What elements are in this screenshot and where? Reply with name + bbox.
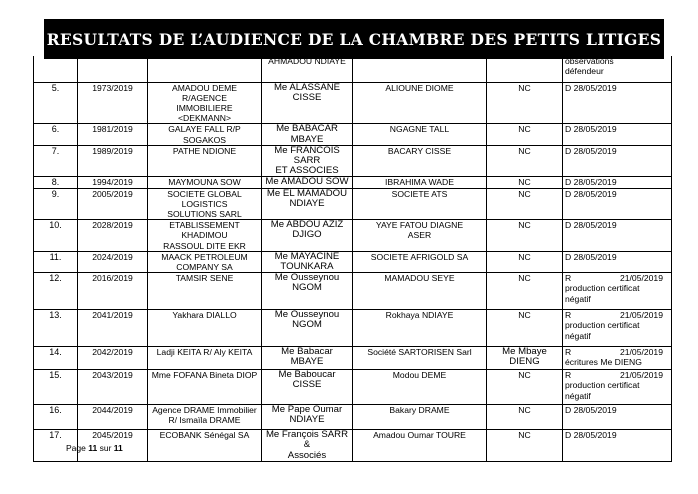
plaintiff-lawyer-cell [262,310,353,347]
number-cell: 16. [34,405,78,430]
defendant-lawyer-line: DIENG [509,356,540,368]
case-ref-cell: 2028/2019 [78,220,148,252]
decision-word: 21/05/2019 [619,310,663,321]
decision-cell [563,430,672,462]
plaintiff-cell [148,251,262,272]
plaintiff-lawyer-cell [262,370,353,405]
plaintiff-lawyer-cell [262,56,353,82]
plaintiff-lawyer-cell [262,145,353,177]
plaintiff-lawyer-line: ET ASSOCIES [275,165,339,177]
plaintiff-cell [148,430,262,462]
defendant-cell [353,273,487,310]
decision-line: D 28/05/2019 [565,82,617,93]
plaintiff-cell [148,177,262,188]
defendant-cell [353,251,487,272]
table-row [34,188,672,220]
plaintiff-lawyer-cell [262,273,353,310]
decision-line [565,370,669,380]
defendant-cell [353,370,487,405]
defendant-lawyer-line: NC [518,273,531,284]
decision-cell [563,177,672,188]
defendant-cell [353,177,487,188]
defendant-cell [353,56,487,82]
decision-line: D 28/05/2019 [565,188,617,199]
decision-word: R [565,347,572,358]
footer-prefix: Page [66,443,86,453]
footer-current-page: 11 [88,443,98,453]
case-ref-cell: 2005/2019 [78,188,148,220]
defendant-cell [353,145,487,177]
decision-line: production certificat [565,380,640,391]
plaintiff-lawyer-line: Me Ousseynou [274,272,340,284]
plaintiff-lawyer-line: NGOM [292,319,322,331]
defendant-line: ASER [407,230,432,241]
decision-cell [563,370,672,405]
defendant-lawyer-cell [487,251,563,272]
plaintiff-lawyer-cell [262,251,353,272]
plaintiff-lawyer-line: TOUNKARA [280,260,334,272]
decision-cell [563,405,672,430]
defendant-lawyer-cell [487,56,563,82]
defendant-line: IBRAHIMA WADE [385,177,454,188]
defendant-cell [353,188,487,220]
defendant-lawyer-cell [487,370,563,405]
case-ref-cell: 2041/2019 [78,310,148,347]
defendant-lawyer-cell [487,177,563,188]
table-row [34,370,672,405]
plaintiff-line: TAMSIR SENE [175,273,234,284]
plaintiff-lawyer-line: NGOM [292,282,322,294]
decision-word: 21/05/2019 [619,347,663,358]
defendant-line: YAYE FATOU DIAGNE [375,220,464,231]
plaintiff-line: SOLUTIONS SARL [167,208,242,219]
decision-cell [563,220,672,252]
decision-word: 21/05/2019 [619,273,663,284]
decision-cell [563,82,672,124]
case-ref-cell: 2045/2019 [78,430,148,462]
decision-line: défendeur [565,66,604,77]
plaintiff-lawyer-line: DJIGO [292,229,322,241]
case-ref-cell: 1994/2019 [78,177,148,188]
plaintiff-line: SOCIETE GLOBAL LOGISTICS [167,188,242,209]
number-cell: 6. [34,124,78,145]
decision-line: négatif [565,330,591,341]
decision-line [565,347,669,357]
plaintiff-cell [148,82,262,124]
case-ref-cell: 2016/2019 [78,273,148,310]
defendant-line: NGAGNE TALL [389,124,450,135]
plaintiff-lawyer-cell [262,177,353,188]
table-row [34,82,672,124]
number-cell: 5. [34,82,78,124]
plaintiff-cell [148,145,262,177]
case-ref-cell: 1973/2019 [78,82,148,124]
case-ref-cell: 2043/2019 [78,370,148,405]
footer-separator: sur [99,443,112,453]
defendant-lawyer-line: NC [518,430,531,441]
defendant-line: MAMADOU SEYE [384,273,455,284]
plaintiff-cell [148,347,262,370]
plaintiff-lawyer-line: Me ABDOU AZIZ [270,219,344,231]
defendant-lawyer-cell [487,220,563,252]
number-cell: 11. [34,251,78,272]
plaintiff-cell [148,124,262,145]
defendant-cell [353,347,487,370]
defendant-lawyer-line: NC [518,177,531,188]
decision-line [565,310,669,320]
decision-line: D 28/05/2019 [565,251,617,262]
defendant-cell [353,82,487,124]
plaintiff-lawyer-line: NDIAYE [289,197,325,209]
decision-cell [563,124,672,145]
decision-line: D 28/05/2019 [565,430,617,441]
decision-line: production certificat [565,283,640,294]
plaintiff-lawyer-line: Me EL MAMADOU [266,188,348,199]
decision-line [565,273,669,283]
defendant-lawyer-cell [487,82,563,124]
plaintiff-cell [148,56,262,82]
plaintiff-line: ECOBANK Sénégal SA [159,430,250,441]
defendant-lawyer-cell [487,405,563,430]
decision-cell [563,273,672,310]
plaintiff-lawyer-line: Me Pape Oumar [271,404,343,416]
defendant-lawyer-cell [487,145,563,177]
defendant-lawyer-cell [487,124,563,145]
defendant-lawyer-cell [487,430,563,462]
plaintiff-lawyer-line: Me MAYACINE [274,251,340,262]
plaintiff-line: AMADOU DEME R/AGENCE [172,82,237,103]
decision-line: négatif [565,390,591,401]
plaintiff-lawyer-line: Me AMADOU SOW [265,176,349,188]
defendant-lawyer-line: NC [518,405,531,416]
defendant-cell [353,220,487,252]
footer-total-pages: 11 [113,443,123,453]
plaintiff-lawyer-line: NDIAYE [289,414,325,426]
plaintiff-cell [148,273,262,310]
number-cell: 17. [34,430,78,462]
defendant-lawyer-cell [487,273,563,310]
table-row [34,347,672,370]
decision-line: D 28/05/2019 [565,145,617,156]
plaintiff-lawyer-cell [262,405,353,430]
decision-cell [563,56,672,82]
defendant-lawyer-line: NC [518,145,531,156]
plaintiff-lawyer-line: Me Ousseynou [274,309,340,321]
case-ref-cell [78,56,148,82]
plaintiff-line: MAYMOUNA SOW [168,177,241,188]
plaintiff-line: R/ Ismaïla DRAME [168,415,241,426]
decision-line: D 28/05/2019 [565,220,617,231]
table-row [34,251,672,272]
plaintiff-line: MAACK PETROLEUM [161,251,248,262]
defendant-line: Rokhaya NDIAYE [385,310,454,321]
plaintiff-line: ETABLISSEMENT KHADIMOU [169,220,240,241]
case-ref-cell: 1989/2019 [78,145,148,177]
table-row [34,273,672,310]
number-cell: 13. [34,310,78,347]
plaintiff-cell [148,370,262,405]
defendant-line: Bakary DRAME [389,405,450,416]
defendant-line: Amadou Oumar TOURE [373,430,466,441]
defendant-cell [353,310,487,347]
defendant-cell [353,430,487,462]
defendant-lawyer-cell [487,347,563,370]
results-table [33,56,672,462]
number-cell: 12. [34,273,78,310]
defendant-lawyer-line: NC [518,220,531,231]
decision-line: D 28/05/2019 [565,405,617,416]
table-row [34,430,672,462]
decision-word: R [565,370,572,381]
defendant-line: ALIOUNE DIOME [385,82,454,93]
decision-cell [563,310,672,347]
defendant-lawyer-line: NC [518,370,531,381]
plaintiff-line: GALAYE FALL R/P SOGAKOS [168,124,241,145]
plaintiff-lawyer-cell [262,347,353,370]
plaintiff-lawyer-line: Associés [287,449,327,461]
plaintiff-lawyer-line: Me ALASSANE CISSE [273,82,341,103]
decision-word: R [565,273,572,284]
decision-cell [563,251,672,272]
decision-line: production certificat [565,320,640,331]
defendant-lawyer-line: NC [518,251,531,262]
defendant-lawyer-line: NC [518,124,531,135]
decision-cell [563,145,672,177]
plaintiff-lawyer-line: Me FRANCOIS SARR [274,145,340,166]
defendant-cell [353,124,487,145]
defendant-line: Modou DEME [392,370,447,381]
decision-word: R [565,310,572,321]
plaintiff-cell [148,188,262,220]
defendant-line: Société SARTORISEN Sarl [367,347,472,358]
plaintiff-lawyer-line: Me Babacar MBAYE [281,346,333,368]
plaintiff-line: Ladji KEITA R/ Aly KEITA [156,347,253,358]
table-row [34,405,672,430]
plaintiff-line: Yakhara DIALLO [172,310,237,321]
case-ref-cell: 2024/2019 [78,251,148,272]
plaintiff-line: PATHE NDIONE [172,145,237,156]
decision-line: négatif [565,293,591,304]
defendant-cell [353,405,487,430]
decision-line: écritures Me DIENG [565,357,642,368]
table-row [34,220,672,252]
defendant-lawyer-line: NC [518,82,531,93]
decision-cell [563,347,672,370]
number-cell: 10. [34,220,78,252]
plaintiff-lawyer-cell [262,188,353,220]
number-cell: 15. [34,370,78,405]
case-ref-cell: 2044/2019 [78,405,148,430]
plaintiff-line: Mme FOFANA Bineta DIOP [151,370,258,381]
number-cell: 8. [34,177,78,188]
decision-line: observations [565,56,614,66]
page-title-banner [44,19,664,59]
decision-word: 21/05/2019 [619,370,663,381]
defendant-lawyer-cell [487,310,563,347]
results-table-body [34,56,672,461]
plaintiff-cell [148,220,262,252]
table-row [34,56,672,82]
plaintiff-cell [148,405,262,430]
plaintiff-lawyer-line: Me BABACAR MBAYE [276,123,338,145]
table-row [34,177,672,188]
number-cell: 7. [34,145,78,177]
plaintiff-lawyer-cell [262,430,353,462]
plaintiff-line: IMMOBILIERE <DEKMANN> [176,102,233,124]
plaintiff-line: COMPANY SA [176,261,233,272]
number-cell [34,56,78,82]
plaintiff-line: Agence DRAME Immobilier [152,405,257,416]
plaintiff-lawyer-line: AHMADOU NDIAYE [268,56,346,66]
number-cell: 9. [34,188,78,220]
table-row [34,310,672,347]
defendant-line: SOCIETE ATS [391,188,448,199]
page-footer [66,443,123,453]
case-ref-cell: 2042/2019 [78,347,148,370]
defendant-lawyer-line: NC [518,188,531,199]
decision-line: D 28/05/2019 [565,124,617,135]
number-cell: 14. [34,347,78,370]
plaintiff-cell [148,310,262,347]
decision-cell [563,188,672,220]
defendant-lawyer-line: Me Mbaye [502,346,547,358]
case-ref-cell: 1981/2019 [78,124,148,145]
defendant-lawyer-cell [487,188,563,220]
plaintiff-lawyer-line: Me Baboucar CISSE [278,369,336,391]
defendant-line: SOCIETE AFRIGOLD SA [370,251,469,262]
table-row [34,124,672,145]
plaintiff-lawyer-cell [262,220,353,252]
plaintiff-lawyer-line: Me François SARR & [265,429,349,451]
plaintiff-lawyer-cell [262,124,353,145]
page-title: RESULTATS DE L’AUDIENCE DE LA CHAMBRE DES PETITS LITIGES [46,29,662,49]
decision-line: D 28/05/2019 [565,177,617,188]
table-row [34,145,672,177]
defendant-lawyer-line: NC [518,310,531,321]
plaintiff-lawyer-cell [262,82,353,124]
plaintiff-line: RASSOUL DITE EKR [163,240,246,251]
defendant-line: BACARY CISSE [387,145,452,156]
